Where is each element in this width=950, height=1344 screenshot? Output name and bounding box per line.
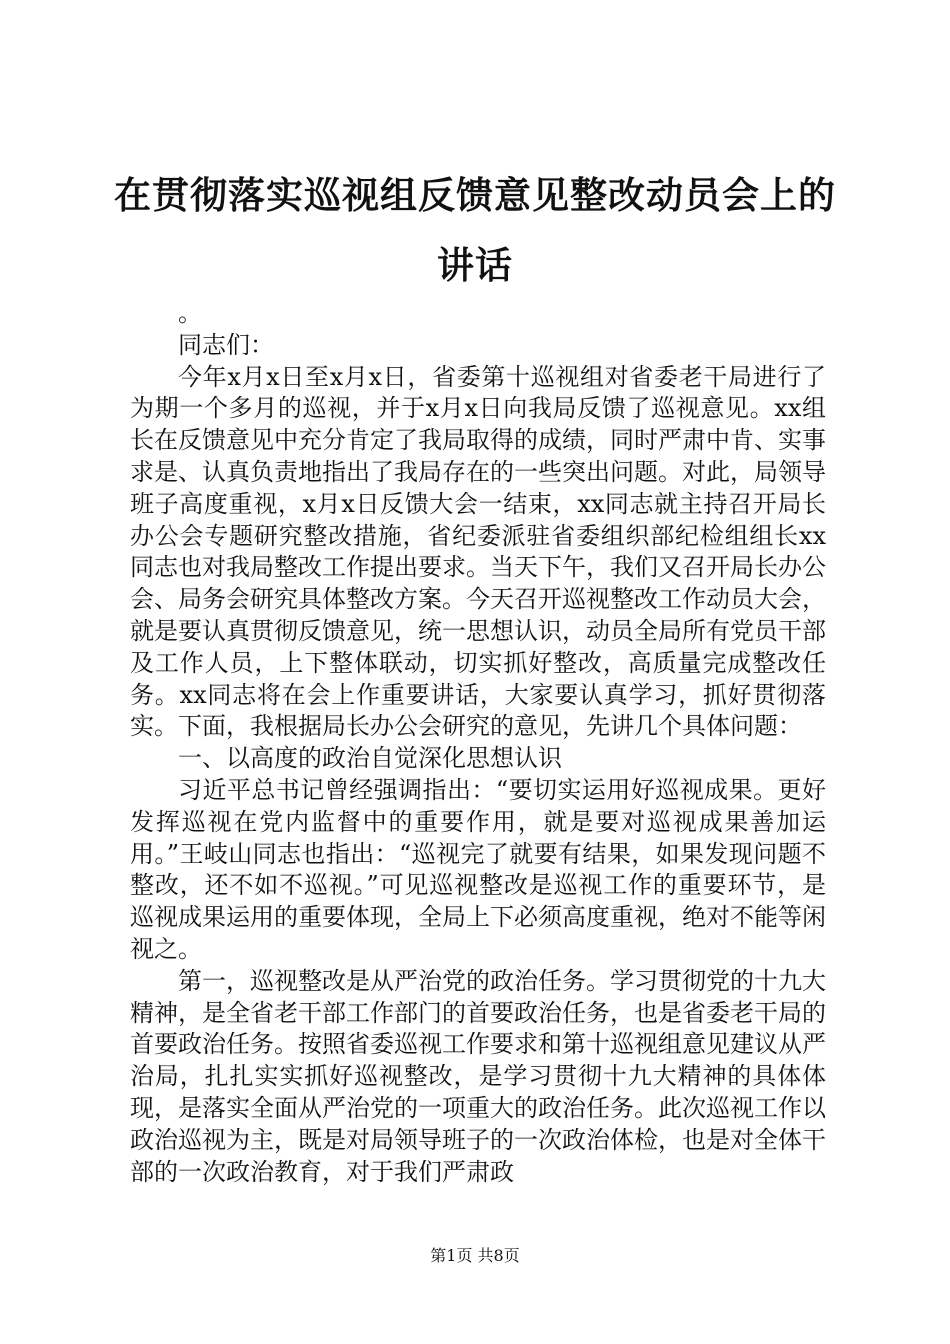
salutation: 同志们： xyxy=(178,330,274,359)
paragraph-first-point: 第一，巡视整改是从严治党的政治任务。学习贯彻党的十九大精神，是全省老干部工作部门的首要政治任务，也是省委老干局的首要政治任务。按照省委巡视工作要求和第十巡视组意见建议从严治局，扎扎实实抓好巡视整改，是学习贯彻十九大精神的具体体现，是落实全面从严治党的一项重大的政治任务。此次巡视工作以政治巡视为主，既是对局领导班子的一次政治体检，也是对全体干部的一次政治教育，对于我们严肃政 xyxy=(130,966,826,1186)
paragraph-intro: 今年x月x日至x月x日，省委第十巡视组对省委老干局进行了为期一个多月的巡视，并于x月x日向我局反馈了巡视意见。xx组长在反馈意见中充分肯定了我局取得的成绩，同时严肃中肯、实事求是、认真负责地指出了我局存在的一些突出问题。对此，局领导班子高度重视，x月x日反馈大会一结束，xx同志就主持召开局长办公会专题研究整改措施，省纪委派驻省委组织部纪检组组长xx同志也对我局整改工作提出要求。当天下午，我们又召开局长办公会、局务会研究具体整改方案。今天召开巡视整改工作动员大会，就是要认真贯彻反馈意见，统一思想认识，动员全局所有党员干部及工作人员，上下整体联动，切实抓好整改，高质量完成整改任务。xx同志将在会上作重要讲话，大家要认真学习，抓好贯彻落实。下面，我根据局长办公会研究的意见，先讲几个具体问题： xyxy=(130,362,826,741)
document-title: 在贯彻落实巡视组反馈意见整改动员会上的讲话 xyxy=(114,173,836,287)
paragraph-quote: 习近平总书记曾经强调指出：“要切实运用好巡视成果。更好发挥巡视在党内监督中的重要作用，就是要对巡视成果善加运用。”王岐山同志也指出：“巡视完了就要有结果，如果发现问题不整改，还不如不巡视。”可见巡视整改是巡视工作的重要环节，是巡视成果运用的重要体现，全局上下必须高度重视，绝对不能等闲视之。 xyxy=(130,775,826,963)
paragraph-mark: 。 xyxy=(178,299,202,327)
document-body xyxy=(130,298,826,1188)
page-footer: 第1页 共8页 xyxy=(430,1246,520,1265)
section-heading-1: 一、以高度的政治自觉深化思想认识 xyxy=(178,744,562,773)
